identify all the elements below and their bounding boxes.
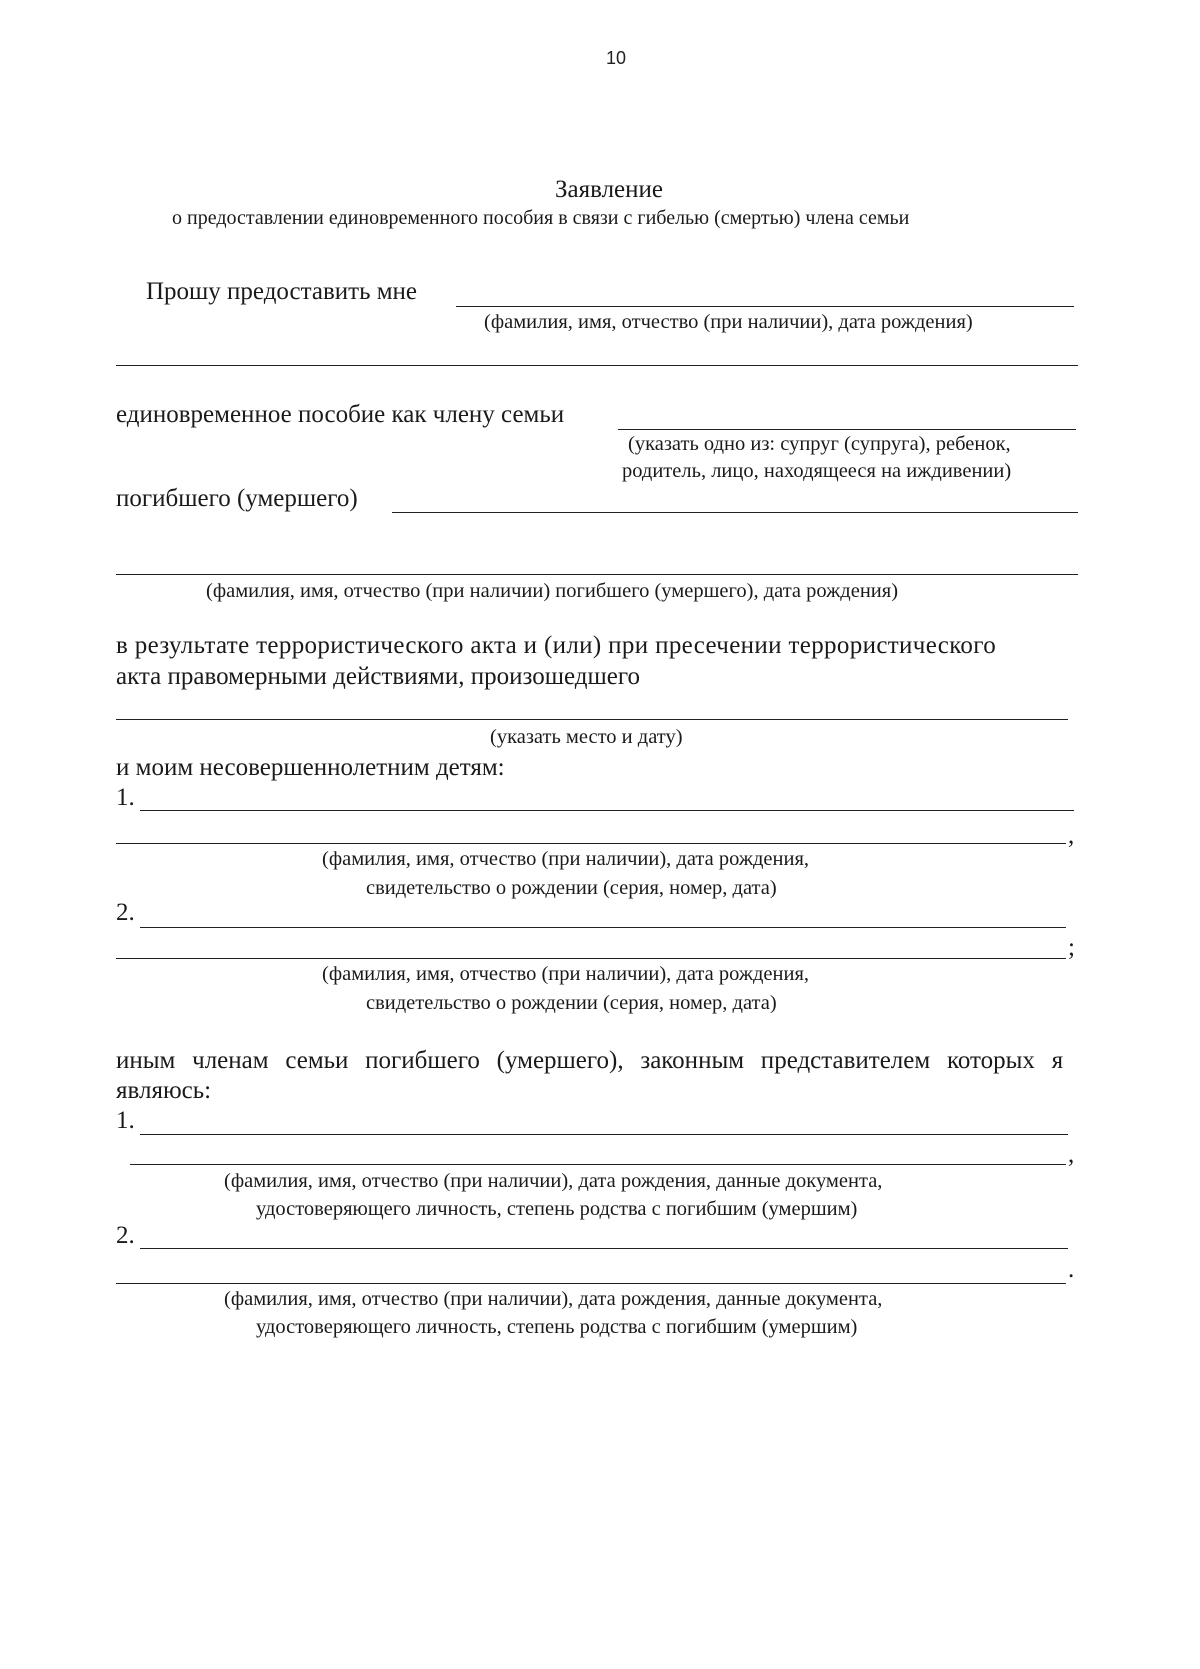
other-members-line-2: являюсь:: [116, 1077, 212, 1104]
deceased-caption: (фамилия, имя, отчество (при наличии) погибшего (умершего), дата рождения): [206, 580, 899, 602]
applicant-name-field[interactable]: [456, 306, 1074, 307]
member-1-number: 1.: [116, 1107, 135, 1134]
child-1-caption-1: (фамилия, имя, отчество (при наличии), дата рождения,: [322, 848, 810, 870]
member-2-number: 2.: [116, 1222, 135, 1249]
child-1-end-mark: ,: [1068, 822, 1075, 849]
member-2-caption-2: удостоверяющего личность, степень родства с погибшим (умершим): [256, 1316, 858, 1338]
member-2-end-mark: .: [1068, 1256, 1075, 1283]
member-1-field-2[interactable]: [130, 1164, 1066, 1165]
member-2-caption-1: (фамилия, имя, отчество (при наличии), дата рождения, данные документа,: [224, 1288, 883, 1310]
child-1-caption-2: свидетельство о рождении (серия, номер, дата): [366, 877, 777, 899]
member-1-end-mark: ,: [1068, 1141, 1075, 1168]
child-2-end-mark: ;: [1068, 934, 1075, 961]
deceased-name-field[interactable]: [392, 512, 1078, 513]
deceased-name-field-2[interactable]: [116, 574, 1078, 575]
terror-act-line-2: акта правомерными действиями, произошедшего: [116, 663, 640, 690]
other-members-line-1: иным членам семьи погибшего (умершего), законным представителем которых я: [116, 1047, 1064, 1074]
child-2-number: 2.: [116, 899, 135, 926]
page-subtitle: о предоставлении единовременного пособия в связи с гибелью (смертью) члена семьи: [172, 207, 910, 229]
child-2-caption-1: (фамилия, имя, отчество (при наличии), дата рождения,: [322, 963, 810, 985]
place-date-field[interactable]: [116, 719, 1068, 720]
deceased-label: погибшего (умершего): [116, 485, 358, 512]
child-1-field[interactable]: [140, 810, 1074, 811]
applicant-name-field-2[interactable]: [116, 365, 1078, 366]
page-number: 10: [606, 48, 627, 68]
member-2-field-2[interactable]: [116, 1283, 1066, 1284]
child-2-field[interactable]: [140, 927, 1066, 928]
child-2-caption-2: свидетельство о рождении (серия, номер, дата): [366, 992, 777, 1014]
terror-act-caption: (указать место и дату): [490, 726, 683, 748]
allowance-label: единовременное пособие как члену семьи: [116, 401, 565, 428]
child-2-field-2[interactable]: [116, 958, 1066, 959]
member-1-field[interactable]: [140, 1134, 1068, 1135]
children-label: и моим несовершеннолетним детям:: [116, 754, 505, 781]
request-label: Прошу предоставить мне: [146, 278, 418, 305]
member-2-field[interactable]: [140, 1248, 1068, 1249]
child-1-number: 1.: [116, 784, 135, 811]
child-1-field-2[interactable]: [116, 843, 1066, 844]
page-title: Заявление: [554, 176, 664, 203]
family-relation-field[interactable]: [618, 429, 1076, 430]
terror-act-line-1: в результате террористического акта и (или) при пресечении террористического: [116, 632, 997, 659]
member-1-caption-2: удостоверяющего личность, степень родства с погибшим (умершим): [256, 1198, 858, 1220]
request-caption: (фамилия, имя, отчество (при наличии), дата рождения): [484, 311, 973, 333]
allowance-caption-1: (указать одно из: супруг (супруга), ребенок,: [628, 433, 1011, 455]
allowance-caption-2: родитель, лицо, находящееся на иждивении): [622, 460, 1012, 482]
member-1-caption-1: (фамилия, имя, отчество (при наличии), дата рождения, данные документа,: [224, 1170, 883, 1192]
